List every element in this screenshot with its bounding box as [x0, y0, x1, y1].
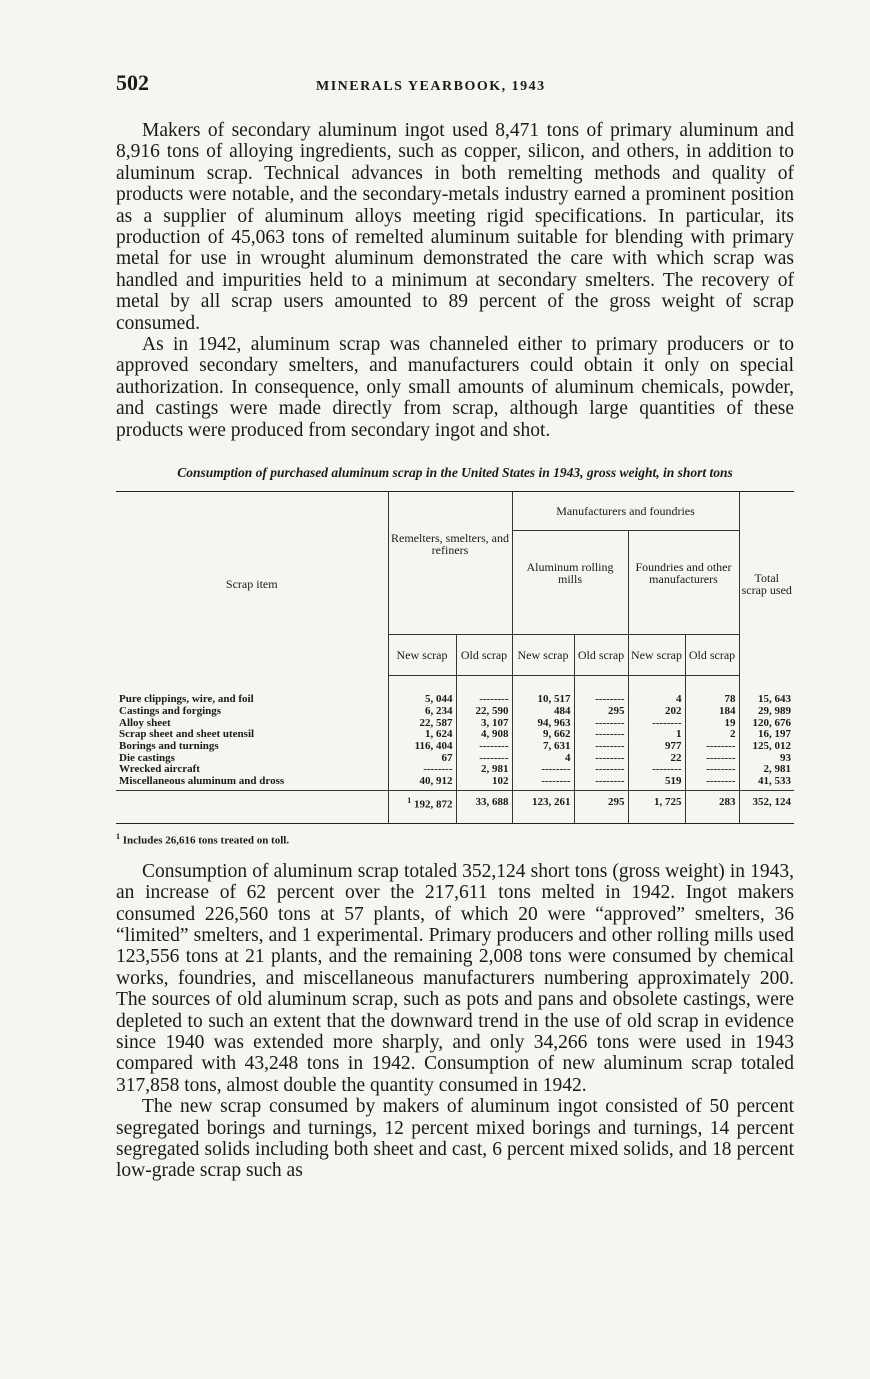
cell: -------- — [574, 729, 628, 741]
cell: 29, 989 — [739, 706, 794, 718]
row-item: Pure clippings, wire, and foil — [119, 692, 254, 705]
cell: -------- — [685, 753, 739, 765]
table-row — [116, 718, 794, 730]
cell: -------- — [574, 764, 628, 776]
cell: 7, 631 — [512, 741, 574, 753]
cell: 22, 590 — [456, 706, 512, 718]
paragraph: Consumption of aluminum scrap totaled 352,124 short tons (gross weight) in 1943, an increase of 62 percent over the 217,611 tons melted in 1942. Ingot makers consumed 226,560 tons at 57 plants, of which 20 were “approved” smelters, 36 “limited” smelters, and 1 experimental. Primary producers and other rolling mills used 123,556 tons at 21 plants, and the remaining 2,008 tons were consumed by chemical works, foundries, and miscellaneous manufacturers numbering approximately 200. The sources of old aluminum scrap, such as pots and pans and obsolete castings, were depleted to such an extent that the downward trend in the use of old scrap in evidence since 1940 was extended more sharply, and only 34,266 tons were used in 1943 compared with 43,248 tons in 1942. Consumption of new aluminum scrap totaled 317,858 tons, almost double the quantity consumed in 1942. — [116, 860, 794, 1096]
header-total: Total scrap used — [739, 492, 794, 676]
total-cell: 1, 725 — [628, 790, 685, 823]
table-row — [116, 741, 794, 753]
cell: 977 — [628, 741, 685, 753]
table-footnote: $^1$ Includes 26,616 tons treated on toll. — [116, 832, 290, 847]
row-item: Alloy sheet — [119, 717, 171, 729]
cell: 9, 662 — [512, 729, 574, 741]
cell: 3, 107 — [456, 718, 512, 730]
cell: 2, 981 — [739, 764, 794, 776]
page-number: 502 — [116, 70, 149, 95]
row-item: Die castings — [119, 752, 175, 764]
cell: -------- — [685, 764, 739, 776]
cell: -------- — [512, 776, 574, 790]
page — [116, 70, 794, 1182]
scrap-table — [116, 491, 794, 824]
cell: 102 — [456, 776, 512, 790]
cell: -------- — [456, 676, 512, 706]
table-row — [116, 676, 794, 706]
cell: 116, 404 — [388, 741, 456, 753]
cell: 184 — [685, 706, 739, 718]
cell: 1 — [628, 729, 685, 741]
cell: 2, 981 — [456, 764, 512, 776]
cell: 6, 234 — [388, 706, 456, 718]
total-cell: 123, 261 — [512, 790, 574, 823]
cell: -------- — [456, 741, 512, 753]
table-row — [116, 764, 794, 776]
cell: 40, 912 — [388, 776, 456, 790]
header-old-scrap: Old scrap — [574, 635, 628, 676]
header-remelters: Remelters, smelters, and refiners — [388, 492, 512, 635]
cell: -------- — [628, 718, 685, 730]
cell: 120, 676 — [739, 718, 794, 730]
row-item: Wrecked aircraft — [119, 764, 200, 776]
total-cell: 33, 688 — [456, 790, 512, 823]
table-row — [116, 776, 794, 790]
table-caption: Consumption of purchased aluminum scrap in the United States in 1943, gross weight, in short tons — [177, 465, 733, 481]
cell: 78 — [685, 676, 739, 706]
total-cell: $^1$ 192, 872 — [388, 790, 456, 823]
cell: 5, 044 — [388, 676, 456, 706]
cell: 22 — [628, 753, 685, 765]
cell: -------- — [628, 764, 685, 776]
cell: -------- — [512, 764, 574, 776]
cell: 295 — [574, 706, 628, 718]
cell: -------- — [574, 676, 628, 706]
cell: -------- — [574, 741, 628, 753]
header-manufacturers: Manufacturers and foundries — [512, 492, 739, 531]
table-row — [116, 753, 794, 765]
cell: 19 — [685, 718, 739, 730]
paragraph: The new scrap consumed by makers of aluminum ingot consisted of 50 percent segregated borings and turnings, 12 percent mixed borings and turnings, 14 percent segregated solids including both sheet and cast, 6 percent mixed solids, and 18 percent low-grade scrap such as — [116, 1096, 794, 1182]
cell: 202 — [628, 706, 685, 718]
footnote-mark: 1 — [407, 795, 412, 805]
table-row — [116, 729, 794, 741]
cell: 4 — [512, 753, 574, 765]
header-rolling-mills: Aluminum rolling mills — [512, 530, 628, 635]
totals-label — [116, 790, 388, 823]
running-head: MINERALS YEARBOOK, 1943 — [316, 79, 546, 94]
cell: -------- — [574, 718, 628, 730]
cell: 2 — [685, 729, 739, 741]
cell: -------- — [685, 776, 739, 790]
header-foundries: Foundries and other manufacturers — [628, 530, 739, 635]
row-item: Borings and turnings — [119, 740, 219, 752]
cell: 125, 012 — [739, 741, 794, 753]
cell: 41, 533 — [739, 776, 794, 790]
cell: 1, 624 — [388, 729, 456, 741]
table-row — [116, 706, 794, 718]
paragraph: Makers of secondary aluminum ingot used 8,471 tons of primary aluminum and 8,916 tons of alloying ingredients, such as copper, silicon, and others, in addition to aluminum scrap. Technical advances in both remelting methods and quality of products were notable, and the secondary-metals industry earned a prominent position as a supplier of aluminum alloys meeting rigid specifications. In particular, its production of 45,063 tons of remelted aluminum suitable for blending with primary metal for use in wrought aluminum demonstrated the care with which scrap was handled and impurities held to a minimum at secondary smelters. The recovery of metal by all scrap users amounted to 89 percent of the gross weight of scrap consumed. — [116, 120, 794, 334]
row-item: Castings and forgings — [119, 705, 222, 717]
header-new-scrap: New scrap — [512, 635, 574, 676]
cell: 4, 908 — [456, 729, 512, 741]
cell: 67 — [388, 753, 456, 765]
cell: 10, 517 — [512, 676, 574, 706]
cell: 484 — [512, 706, 574, 718]
row-item: Scrap sheet and sheet utensil — [119, 729, 255, 741]
totals-row — [116, 790, 794, 823]
cell: 16, 197 — [739, 729, 794, 741]
header-new-scrap: New scrap — [628, 635, 685, 676]
cell: 22, 587 — [388, 718, 456, 730]
header-old-scrap: Old scrap — [456, 635, 512, 676]
total-cell: 283 — [685, 790, 739, 823]
cell: -------- — [574, 753, 628, 765]
cell: -------- — [456, 753, 512, 765]
cell: 15, 643 — [739, 676, 794, 706]
row-item: Miscellaneous aluminum and dross — [119, 776, 285, 788]
paragraph: As in 1942, aluminum scrap was channeled either to primary producers or to approved secondary smelters, and manufacturers could obtain it only on special authorization. In consequence, only small amounts of aluminum chemicals, powder, and castings were made directly from scrap, although large quantities of these products were produced from secondary ingot and shot. — [116, 334, 794, 441]
cell: 93 — [739, 753, 794, 765]
cell: -------- — [685, 741, 739, 753]
total-cell: 352, 124 — [739, 790, 794, 823]
header-new-scrap: New scrap — [388, 635, 456, 676]
cell: -------- — [574, 776, 628, 790]
page-header — [116, 70, 794, 106]
table-body — [116, 676, 794, 791]
cell: 94, 963 — [512, 718, 574, 730]
header-scrap-item: Scrap item — [225, 576, 278, 591]
cell: 519 — [628, 776, 685, 790]
total-cell: 295 — [574, 790, 628, 823]
cell: 4 — [628, 676, 685, 706]
header-old-scrap: Old scrap — [685, 635, 739, 676]
cell: -------- — [388, 764, 456, 776]
